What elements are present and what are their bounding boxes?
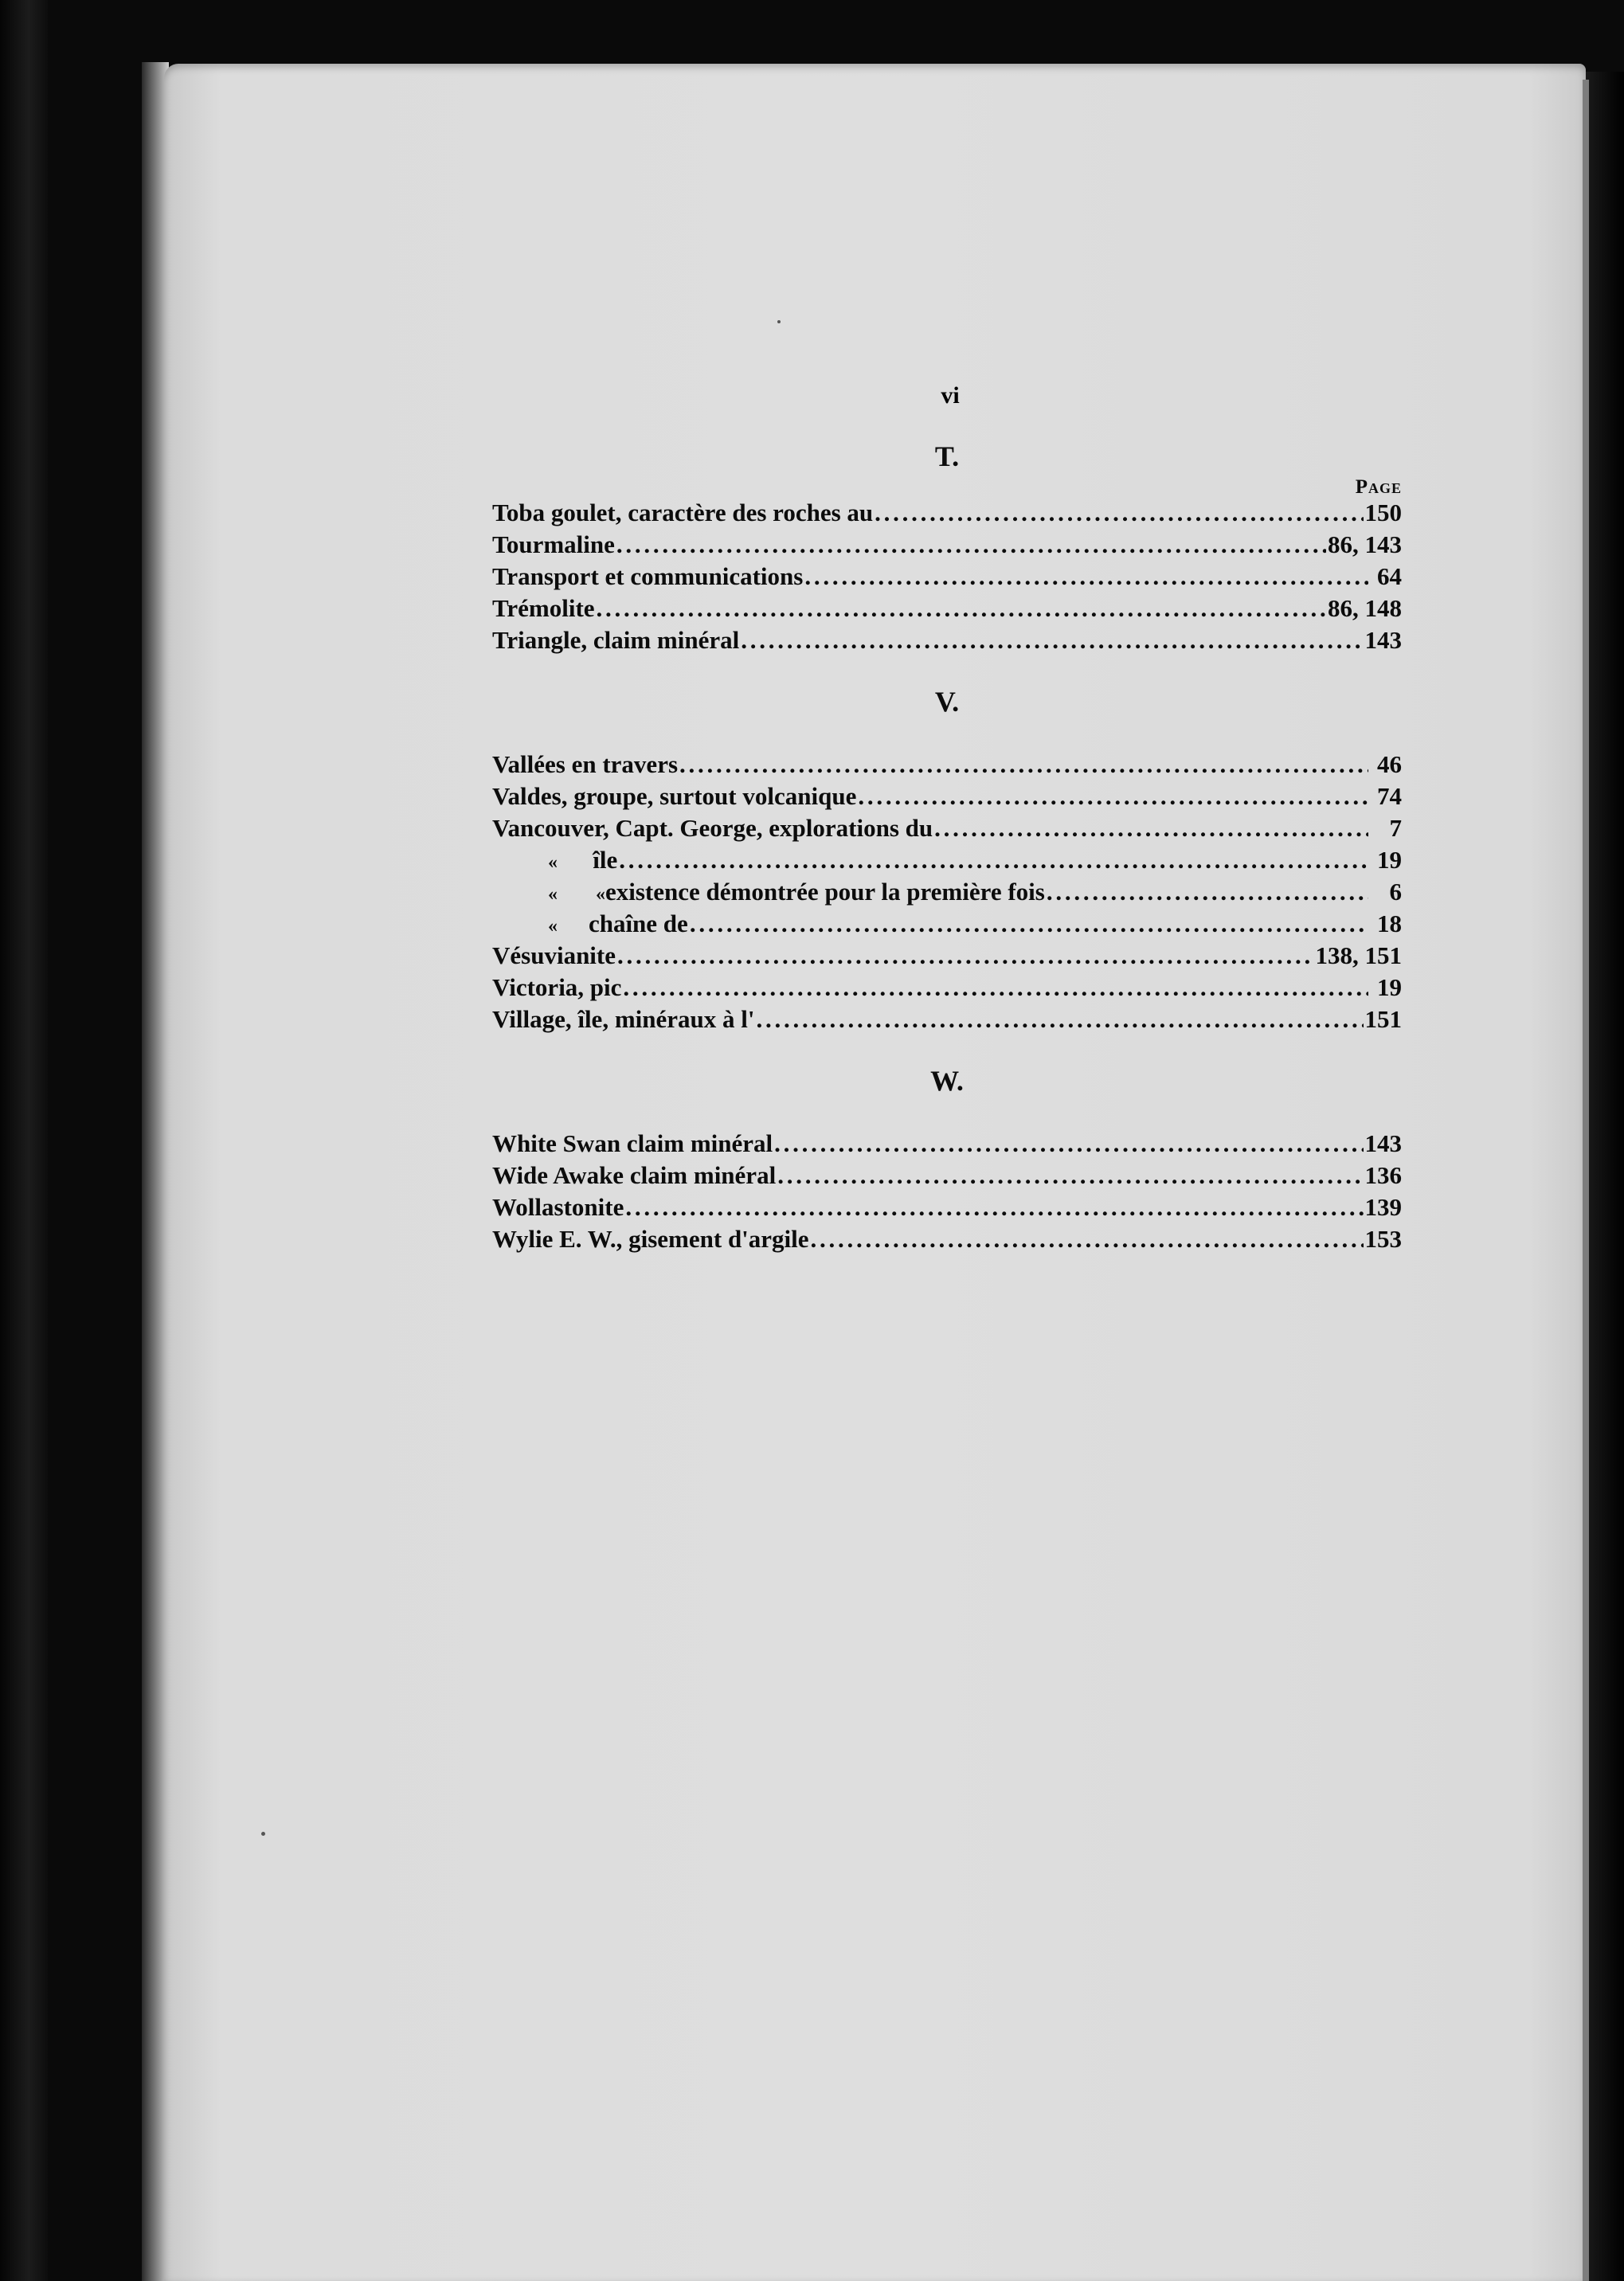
index-entry [492, 1129, 1402, 1161]
entry-label: Trémolite [492, 594, 595, 622]
entry-pages: 143 [1364, 1129, 1402, 1157]
dot-leader [804, 562, 1368, 591]
entry-pages: 19 [1377, 846, 1402, 874]
ditto-mark: « [548, 852, 558, 873]
entry-pages: 151 [1364, 1005, 1402, 1033]
dot-leader [934, 814, 1368, 843]
entry-pages: 19 [1377, 973, 1402, 1001]
dot-leader [777, 1161, 1363, 1190]
ditto-mark: « [548, 916, 558, 937]
section-letter-v: V. [934, 686, 960, 718]
scan-dark-margin-left [0, 0, 48, 2281]
entry-label: Vallées en travers [492, 750, 679, 778]
index-entry [492, 941, 1402, 973]
index-entry [492, 499, 1402, 530]
ditto-mark: « « [548, 884, 605, 905]
entry-label: Wollastonite [492, 1193, 624, 1221]
index-entry [492, 1193, 1402, 1225]
dot-leader [690, 910, 1368, 938]
entry-label: Victoria, pic [492, 973, 622, 1001]
entry-label: Transport et communications [492, 562, 804, 590]
entry-pages: 46 [1377, 750, 1402, 778]
dot-leader [625, 1193, 1363, 1222]
index-subentry [492, 878, 1402, 910]
paper-speck [777, 320, 781, 323]
index-entry [492, 626, 1402, 658]
index-entry [492, 1225, 1402, 1257]
dot-leader [774, 1129, 1363, 1158]
entry-pages: 143 [1364, 626, 1402, 654]
paper-speck [261, 1832, 265, 1836]
entry-pages: 7 [1389, 814, 1402, 842]
entry-label: existence démontrée pour la première fois [605, 878, 1045, 906]
section-letter-w: W. [930, 1065, 964, 1097]
index-entry [492, 750, 1402, 782]
section-letter-t: T. [934, 440, 960, 472]
index-subentry [492, 910, 1402, 941]
dot-leader [597, 594, 1326, 623]
entry-pages: 153 [1364, 1225, 1402, 1253]
dot-leader [623, 973, 1368, 1002]
entry-label: île [593, 846, 618, 874]
index-entry [492, 562, 1402, 594]
dot-leader [741, 626, 1363, 655]
dot-leader [858, 782, 1368, 811]
entry-label: Vésuvianite [492, 941, 616, 969]
scan-dark-margin-right [1586, 72, 1624, 2281]
index-entry [492, 530, 1402, 562]
dot-leader [616, 530, 1326, 559]
entry-pages: 86, 148 [1328, 594, 1402, 622]
index-entry [492, 814, 1402, 846]
entry-pages: 86, 143 [1328, 530, 1402, 558]
entry-pages: 6 [1389, 878, 1402, 906]
index-subentry [492, 846, 1402, 878]
entry-pages: 139 [1364, 1193, 1402, 1221]
page-edge-strip [1583, 80, 1589, 2281]
dot-leader [756, 1005, 1363, 1034]
dot-leader [875, 499, 1363, 527]
entry-label: Toba goulet, caractère des roches au [492, 499, 874, 526]
index-entry [492, 782, 1402, 814]
entry-label: chaîne de [588, 910, 688, 937]
page-number: vi [941, 382, 960, 409]
dot-leader [811, 1225, 1364, 1254]
entry-label: Wylie E. W., gisement d'argile [492, 1225, 809, 1253]
entry-pages: 64 [1377, 562, 1402, 590]
entry-pages: 74 [1377, 782, 1402, 810]
dot-leader [619, 846, 1368, 874]
entry-label: Wide Awake claim minéral [492, 1161, 777, 1189]
entry-label: Triangle, claim minéral [492, 626, 740, 654]
index-entry [492, 1161, 1402, 1193]
entry-label: Valdes, groupe, surtout volcanique [492, 782, 857, 810]
entry-label: Village, île, minéraux à l' [492, 1005, 755, 1033]
index-entry [492, 973, 1402, 1005]
entry-pages: 136 [1364, 1161, 1402, 1189]
entry-label: Vancouver, Capt. George, explorations du [492, 814, 933, 842]
page-column-header: Page [1355, 476, 1402, 498]
dot-leader [617, 941, 1314, 970]
entry-label: White Swan claim minéral [492, 1129, 773, 1157]
entry-label: Tourmaline [492, 530, 615, 558]
entry-pages: 138, 151 [1315, 941, 1402, 969]
dot-leader [679, 750, 1368, 779]
index-entry [492, 594, 1402, 626]
entry-pages: 18 [1377, 910, 1402, 937]
index-entry [492, 1005, 1402, 1037]
dot-leader [1047, 878, 1368, 906]
entry-pages: 150 [1364, 499, 1402, 526]
